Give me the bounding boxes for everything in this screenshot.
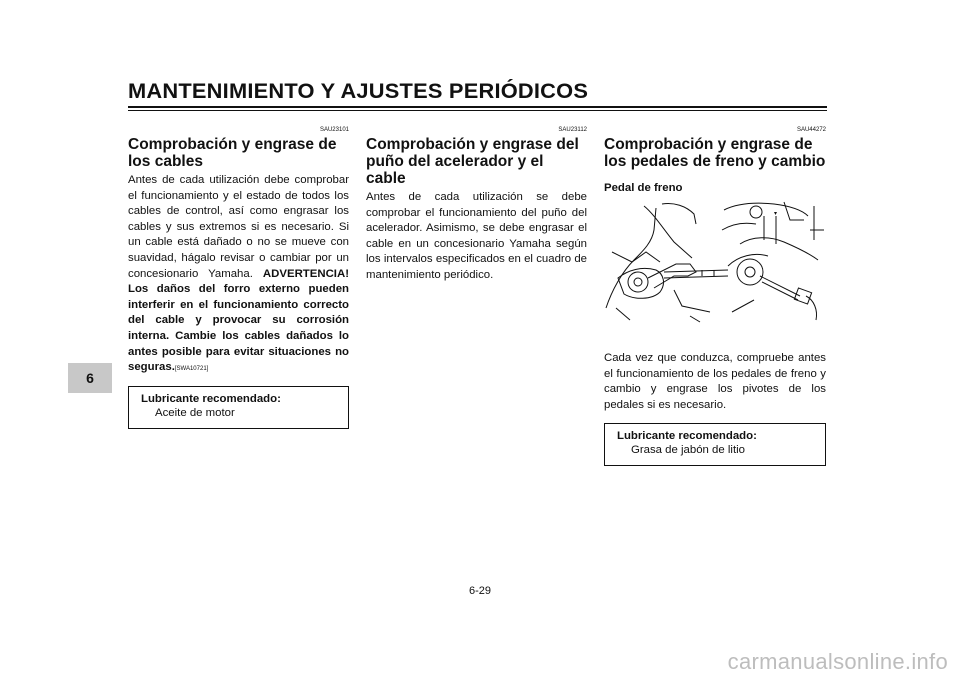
lubricant-label: Lubricante recomendado: bbox=[141, 392, 281, 405]
header-rule-thick bbox=[128, 106, 827, 108]
section-code: SAU23101 bbox=[319, 127, 349, 133]
section-title-throttle: Comprobación y engrase del puño del acelerador y el cable bbox=[366, 136, 579, 187]
section-body-cables bbox=[128, 173, 349, 378]
page-number: 6-29 bbox=[468, 585, 492, 597]
chapter-tab: 6 bbox=[68, 363, 112, 393]
page-header-title: MANTENIMIENTO Y AJUSTES PERIÓDICOS bbox=[128, 80, 589, 103]
section-body-throttle: Antes de cada utilización se debe comprobar el funcionamiento del puño del acelerador. Asimismo, se debe engrasar el cable en un concesionario Yamaha según los intervalos especificados en el cuadro de mantenimiento periódico. bbox=[366, 191, 587, 281]
lubricant-value: Aceite de motor bbox=[155, 406, 235, 419]
section-title-cables: Comprobación y engrase de los cables bbox=[128, 136, 337, 170]
warning-text: ADVERTENCIA! Los daños del forro externo pueden interferir en el funcionamiento correcto del cable y provocar su corrosión interna. Cambie los cables dañados lo antes posible para evitar situaciones no seguras. bbox=[128, 267, 349, 374]
column-throttle bbox=[366, 127, 587, 284]
column-cables bbox=[128, 127, 349, 429]
section-title-pedals: Comprobación y engrase de los pedales de freno y cambio bbox=[604, 136, 826, 170]
section-body-pedals: Cada vez que conduzca, compruebe antes el funcionamiento de los pedales de freno y cambio y engrase los pivotes de los pedales si es necesario. bbox=[604, 352, 826, 411]
warning-code: [SWA10721] bbox=[174, 366, 209, 373]
section-code: SAU44272 bbox=[796, 127, 826, 133]
lubricant-value: Grasa de jabón de litio bbox=[631, 444, 745, 457]
brake-pedal-illustration bbox=[604, 200, 826, 340]
section-code: SAU23112 bbox=[558, 127, 587, 133]
watermark: carmanualsonline.info bbox=[727, 649, 948, 674]
column-pedals bbox=[604, 127, 826, 466]
body-text: Antes de cada utilización debe comprobar el funcionamiento y el estado de todos los cables de control, así como engrasar los cables y sus extremos si es necesario. Si un cable está dañado o no se mueve con suavidad, hágalo revisar o cambiar por un concesionario Yamaha. bbox=[128, 174, 349, 280]
lubricant-box-pedals bbox=[604, 423, 826, 466]
lubricant-box-cables bbox=[128, 386, 349, 429]
lubricant-label: Lubricante recomendado: bbox=[617, 430, 757, 443]
subhead-brake-pedal: Pedal de freno bbox=[604, 182, 683, 194]
header-rule-thin bbox=[128, 110, 827, 111]
